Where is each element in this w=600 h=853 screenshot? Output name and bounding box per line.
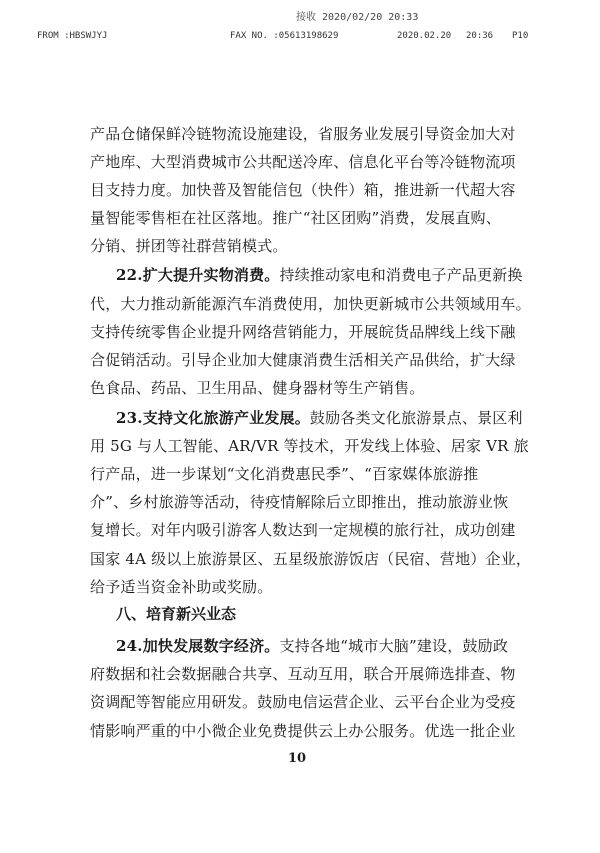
line-text: 国家 4A 级以上旅游景区、五星级旅游饭店（民宿、营地）企业， (90, 550, 532, 568)
text-line (90, 294, 531, 314)
line-text: 产地库、大型消费城市公共配送冷库、信息化平台等冷链物流项 (90, 153, 516, 171)
paragraph-heading-line (116, 408, 523, 428)
item-heading: 23.支持文化旅游产业发展。 (116, 409, 310, 427)
fax-date: 2020.02.20 (397, 31, 452, 41)
text-line (90, 180, 516, 200)
fax-from: FROM :HBSWJYJ (37, 31, 108, 41)
line-text: 产品仓储保鲜冷链物流设施建设，省服务业发展引导资金加大对 (90, 125, 516, 143)
line-text: 行产品，进一步谋划“文化消费惠民季”、“百家媒体旅游推 (90, 465, 479, 483)
section-heading: 八、培育新兴业态 (116, 605, 237, 623)
text-line (90, 520, 516, 540)
line-text: 情影响严重的中小微企业免费提供云上办公服务。优选一批企业 (90, 722, 516, 740)
line-text: 持续推动家电和消费电子产品更新换 (279, 266, 523, 284)
text-line (90, 692, 516, 712)
text-line (90, 152, 516, 172)
line-text: 目支持力度。加快普及智能信包（快件）箱，推进新一代超大容 (90, 181, 516, 199)
line-text: 用 5G 与人工智能、AR/VR 等技术，开发线上体验、居家 VR 旅 (90, 437, 529, 455)
line-text: 量智能零售柜在社区落地。推广“社区团购”消费，发展直购、 (90, 209, 501, 227)
line-text: 府数据和社会数据融合共享、互动互用，联合开展筛选排查、物 (90, 665, 516, 683)
item-heading: 24.加快发展数字经济。 (116, 637, 280, 655)
text-line (90, 436, 529, 456)
line-text: 鼓励各类文化旅游景点、景区利 (309, 409, 523, 427)
text-line (90, 577, 272, 597)
fax-time: 20:36 (466, 31, 494, 41)
text-line (90, 124, 516, 144)
line-text: 复增长。对年内吸引游客人数达到一定规模的旅行社，成功创建 (90, 521, 516, 539)
text-line (90, 208, 501, 228)
line-text: 支持传统零售企业提升网络营销能力，开展皖货品牌线上线下融 (90, 323, 516, 341)
text-line (90, 322, 516, 342)
line-text: 给予适当资金补助或奖励。 (90, 578, 273, 596)
line-text: 支持各地“城市大脑”建设，鼓励政 (279, 637, 509, 655)
text-line (90, 464, 478, 484)
text-line (90, 664, 516, 684)
text-line (90, 492, 508, 512)
line-text: 代，大力推动新能源汽车消费使用，加快更新城市公共领域用车。 (90, 295, 531, 313)
line-text: 介”、乡村旅游等活动，待疫情解除后立即推出，推动旅游业恢 (90, 493, 509, 511)
text-line (90, 236, 288, 256)
fax-page: P10 (512, 31, 529, 41)
line-text: 资调配等智能应用研发。鼓励电信运营企业、云平台企业为受疫 (90, 693, 516, 711)
received-stamp: 接收 2020/02/20 20:33 (296, 12, 419, 23)
line-text: 分销、拼团等社群营销模式。 (90, 237, 288, 255)
text-line (90, 721, 516, 741)
page-number: 10 (288, 751, 307, 766)
paragraph-heading-line (116, 636, 508, 656)
paragraph-heading-line (116, 265, 523, 285)
line-text: 合促销活动。引导企业加大健康消费生活相关产品供给，扩大绿 (90, 351, 516, 369)
item-heading: 22.扩大提升实物消费。 (116, 266, 280, 284)
fax-number: FAX NO. :05613198629 (230, 31, 339, 41)
text-line (90, 549, 531, 569)
line-text: 色食品、药品、卫生用品、健身器材等生产销售。 (90, 379, 425, 397)
text-line (90, 378, 424, 398)
text-line (90, 350, 516, 370)
